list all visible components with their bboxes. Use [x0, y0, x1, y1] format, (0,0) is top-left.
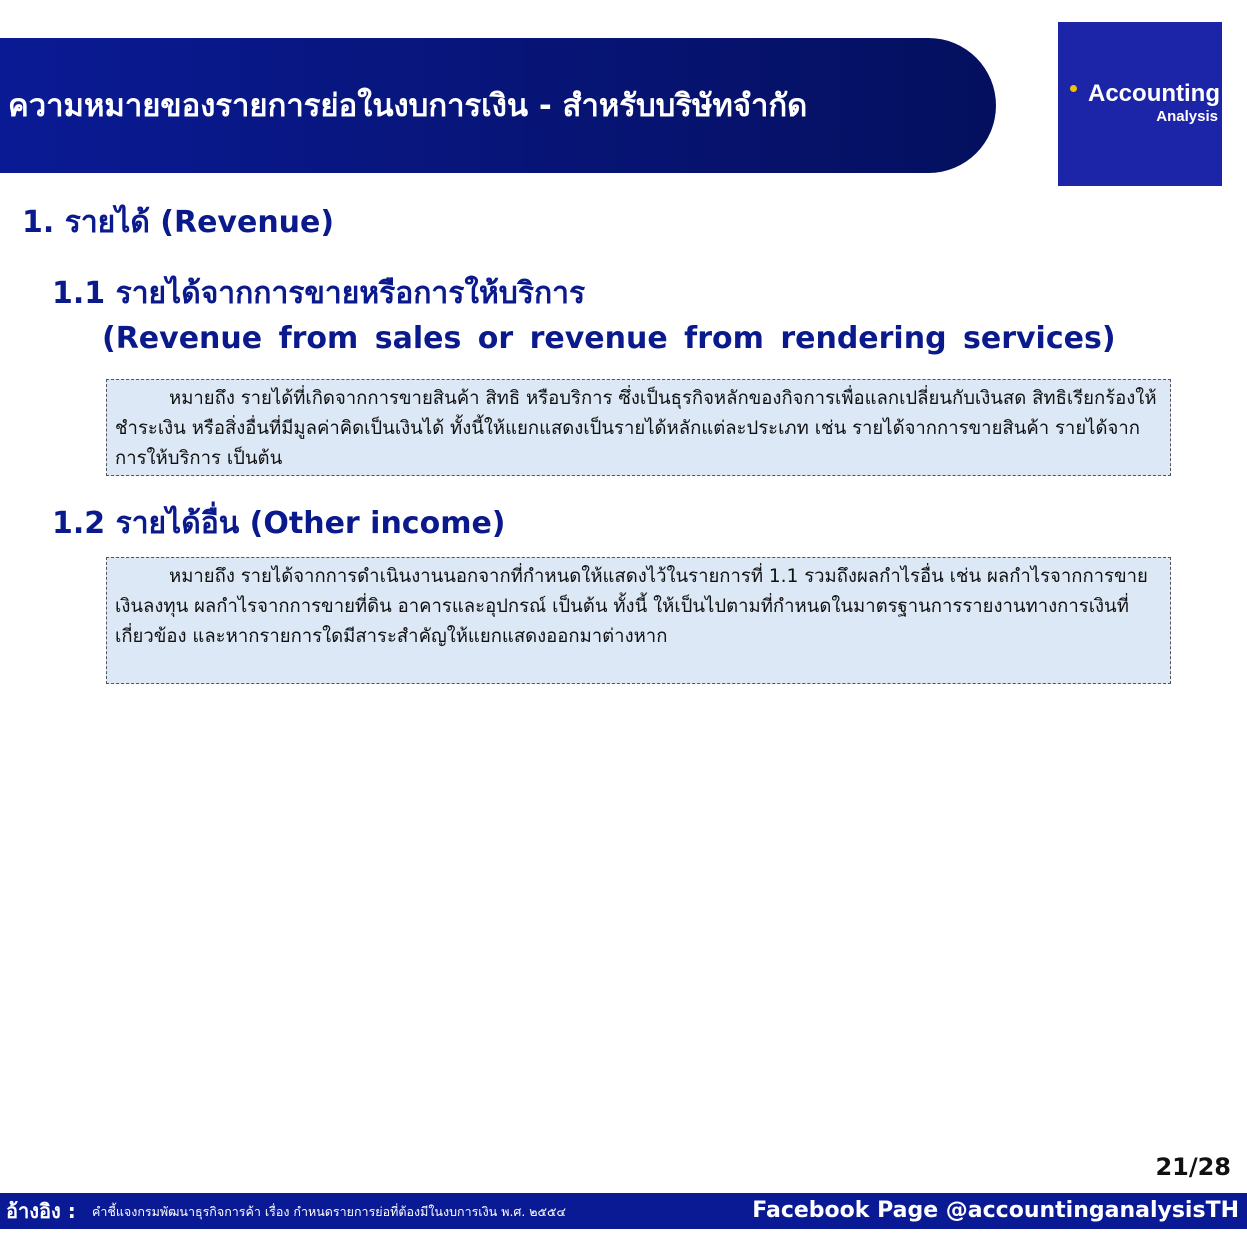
section-heading-revenue: 1. รายได้ (Revenue): [22, 205, 335, 240]
logo-sub-text: Analysis: [1156, 108, 1218, 125]
definition-box-sales-revenue: [106, 379, 1171, 476]
definition-text-other-income: หมายถึง รายได้จากการดำเนินงานนอกจากที่กำหนดให้แสดงไว้ในรายการที่ 1.1 รวมถึงผลกำไรอื่น เช่น ผลกำไรจากการขายเงินลงทุน ผลกำไรจากการขายที่ดิน อาคารและอุปกรณ์ เป็นต้น ทั้งนี้ ให้เป็นไปตามที่กำหนดในมาตรฐานการรายงานทางการเงินที่เกี่ยวข้อง และหากรายการใดมีสาระสำคัญให้แยกแสดงออกมาต่างหาก: [115, 566, 1148, 647]
definition-box-other-income: [106, 557, 1171, 684]
page-title: ความหมายของรายการย่อในงบการเงิน - สำหรับบริษัทจำกัด: [8, 88, 808, 124]
accounting-analysis-logo: [1058, 22, 1222, 186]
definition-text-sales-revenue: หมายถึง รายได้ที่เกิดจากการขายสินค้า สิทธิ หรือบริการ ซึ่งเป็นธุรกิจหลักของกิจการเพื่อแลกเปลี่ยนกับเงินสด สิทธิเรียกร้องให้ชำระเงิน หรือสิ่งอื่นที่มีมูลค่าคิดเป็นเงินได้ ทั้งนี้ให้แยกแสดงเป็นรายได้หลักแต่ละประเภท เช่น รายได้จากการขายสินค้า รายได้จากการให้บริการ เป็นต้น: [115, 388, 1157, 469]
logo-main-text: Accounting: [1088, 80, 1220, 107]
page-number: 21/28: [1155, 1153, 1231, 1181]
facebook-page-link[interactable]: Facebook Page @accountinganalysisTH: [752, 1198, 1239, 1223]
section-heading-other-income: 1.2 รายได้อื่น (Other income): [52, 506, 506, 541]
reference-text: คำชี้แจงกรมพัฒนาธุรกิจการค้า เรื่อง กำหนดรายการย่อที่ต้องมีในงบการเงิน พ.ศ. ๒๕๕๔: [92, 1204, 566, 1219]
section-heading-sales-revenue: 1.1 รายได้จากการขายหรือการให้บริการ: [52, 276, 586, 311]
section-subheading-sales-revenue: (Revenue from sales or revenue from rendering services): [102, 321, 1116, 356]
reference-label: อ้างอิง :: [6, 1199, 76, 1223]
